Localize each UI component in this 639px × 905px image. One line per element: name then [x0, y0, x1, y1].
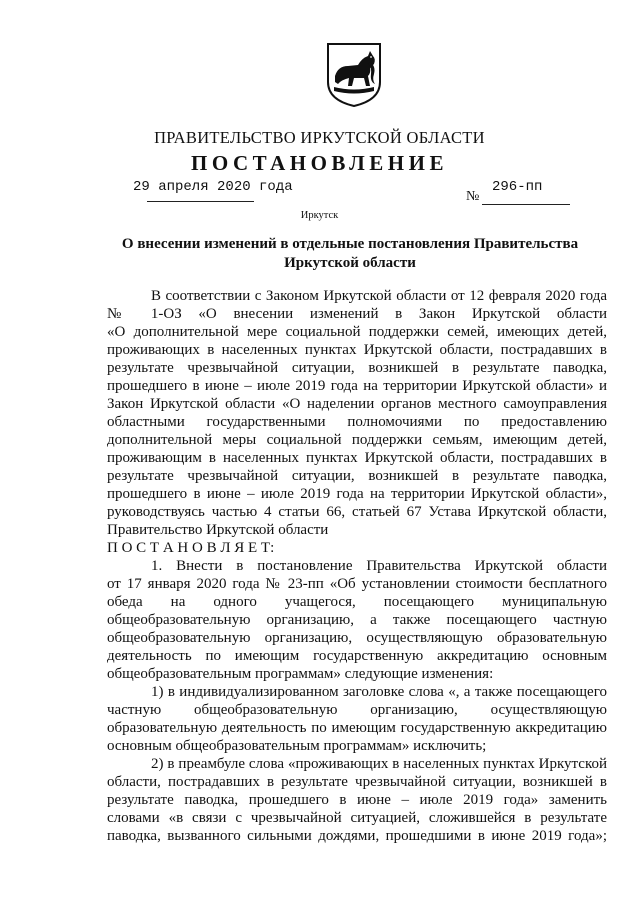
- body-line: деятельность по имеющим государственную аккредитацию основным: [107, 648, 607, 664]
- body-line: паводка, вызванного сильными дождями, прошедшими в июне 2019 года»;: [107, 828, 607, 844]
- document-date: 29 апреля 2020 года: [133, 179, 293, 195]
- body-line: области, пострадавших в результате чрезвычайной ситуации, возникшей в: [107, 774, 607, 790]
- body-line: 1. Внести в постановление Правительства Иркутской области: [151, 558, 607, 574]
- body-line: результате чрезвычайной ситуации, возникшей в результате паводка,: [107, 360, 607, 376]
- document-number: 296-пп: [492, 179, 543, 195]
- body-line: от 17 января 2020 года № 23-пп «Об установлении стоимости бесплатного: [107, 576, 607, 592]
- body-line: областными государственными полномочиями по предоставлению: [107, 414, 607, 430]
- document-type: ПОСТАНОВЛЕНИЕ: [191, 151, 448, 175]
- number-sign: №: [466, 189, 480, 204]
- body-line: словами «в связи с чрезвычайной ситуацией, сложившейся в результате: [107, 810, 607, 826]
- body-line: общеобразовательную организацию, осуществляющую образовательную: [107, 630, 607, 646]
- body-line: результате чрезвычайной ситуации, возникшей в результате паводка,: [107, 468, 607, 484]
- document-title: [110, 235, 590, 273]
- body-line: 1) в индивидуализированном заголовке слова «, а также посещающего: [151, 684, 607, 700]
- body-line: № 1-ОЗ «О внесении изменений в Закон Иркутской области: [107, 306, 607, 322]
- number-underline: [482, 204, 570, 205]
- body-line: общеобразовательную организацию, а также посещающего частную: [107, 612, 607, 628]
- body-line: проживающим в населенных пунктах Иркутской области, пострадавших в: [107, 450, 607, 466]
- decree-heading: П О С Т А Н О В Л Я Е Т:: [107, 540, 275, 556]
- document-body: [107, 287, 607, 845]
- body-line: проживающих в населенных пунктах Иркутской области, пострадавших в: [107, 342, 607, 358]
- body-line: основным общеобразовательным программам» исключить;: [107, 738, 487, 754]
- body-line: прошедшего в июне – июле 2019 года на территории Иркутской области»,: [107, 486, 607, 502]
- body-line: образовательную деятельность по имеющим государственную аккредитацию: [107, 720, 607, 736]
- body-line: Правительство Иркутской области: [107, 522, 329, 538]
- body-line: В соответствии с Законом Иркутской области от 12 февраля 2020 года: [151, 288, 607, 304]
- title-line: Иркутской области: [284, 255, 416, 271]
- title-line: О внесении изменений в отдельные постановления Правительства: [121, 236, 579, 252]
- irkutsk-coat-of-arms-icon: [326, 42, 382, 108]
- city: Иркутск: [300, 210, 339, 221]
- body-line: частную общеобразовательную организацию, осуществляющую: [107, 702, 607, 718]
- body-line: Закон Иркутской области «О наделении органов местного самоуправления: [107, 396, 607, 412]
- organization-name: ПРАВИТЕЛЬСТВО ИРКУТСКОЙ ОБЛАСТИ: [154, 128, 485, 147]
- body-line: обеда на одного учащегося, посещающего муниципальную: [107, 594, 607, 610]
- body-line: 2) в преамбуле слова «проживающих в населенных пунктах Иркутской: [151, 756, 607, 772]
- body-line: дополнительной меры социальной поддержки семьям, имеющим детей,: [107, 432, 607, 448]
- body-line: прошедшего в июне – июле 2019 года на территории Иркутской области» и: [107, 378, 607, 394]
- body-line: «О дополнительной мере социальной поддержки семей, имеющих детей,: [107, 324, 607, 340]
- body-line: общеобразовательным программам» следующие изменения:: [107, 666, 494, 682]
- body-line: руководствуясь частью 4 статьи 66, статьей 67 Устава Иркутской области,: [107, 504, 607, 520]
- body-line: результате паводка, прошедшего в июне – июле 2019 года» заменить: [107, 792, 607, 808]
- date-underline: [147, 201, 254, 202]
